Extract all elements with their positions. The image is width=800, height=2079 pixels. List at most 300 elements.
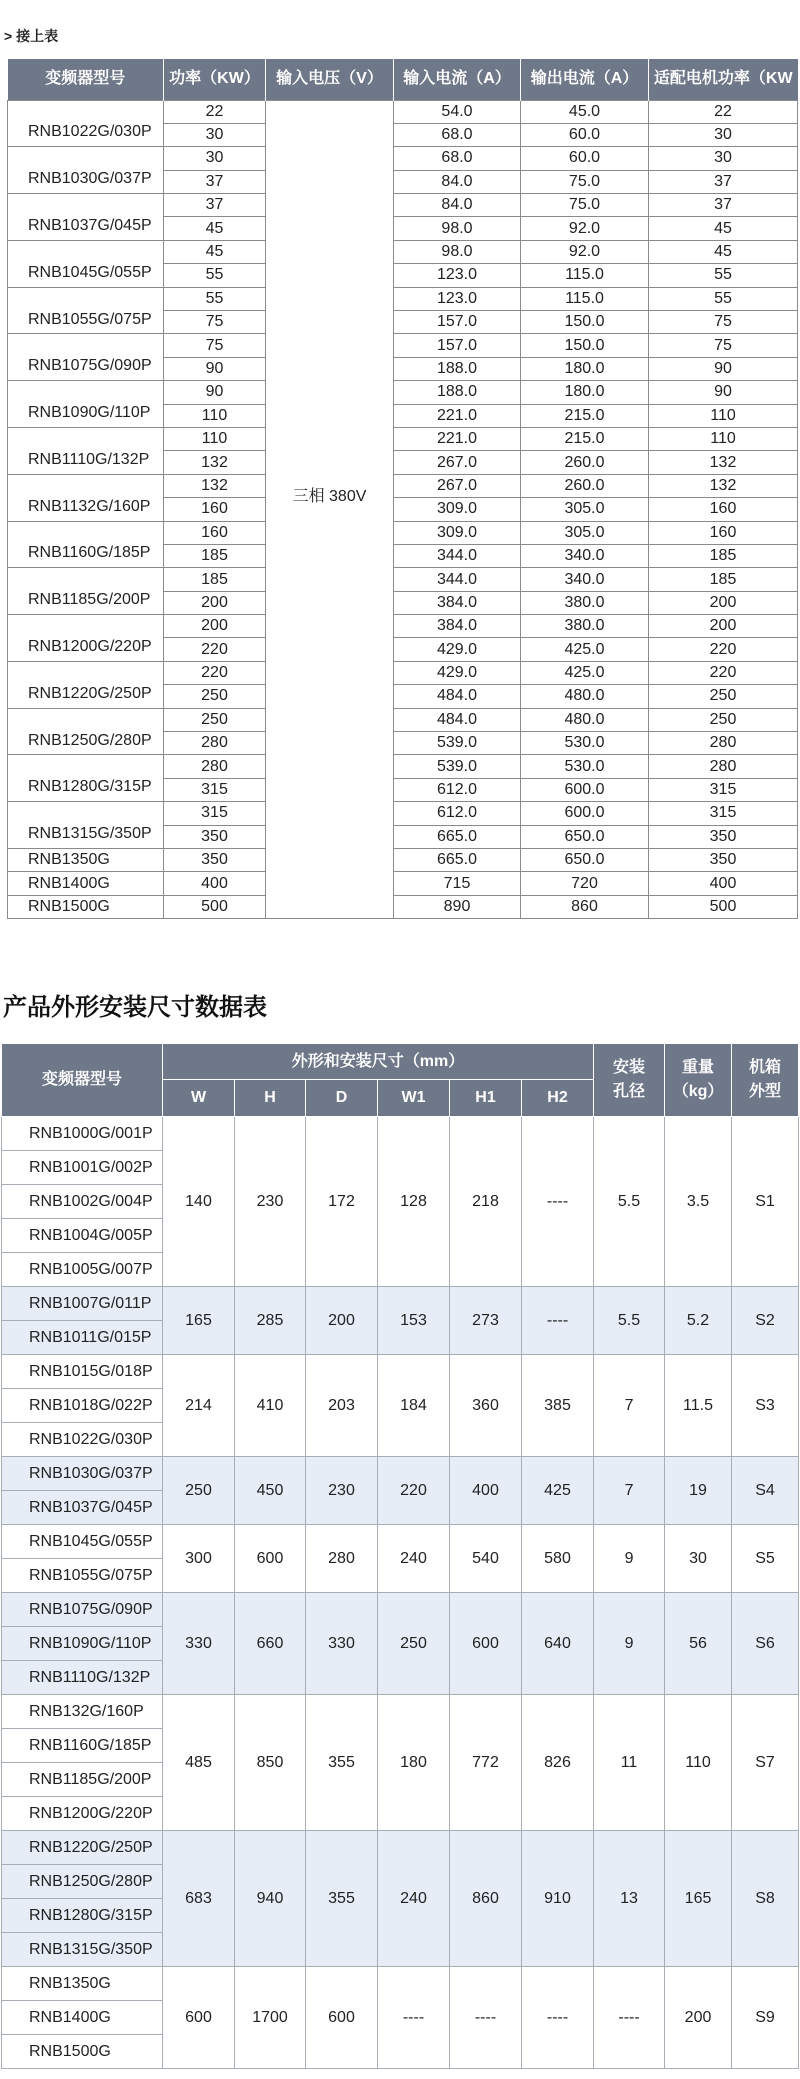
spec-model-cell: RNB1160G/185P (8, 521, 164, 568)
dim-d-cell: 600 (306, 1967, 378, 2069)
dim-weight-cell: 19 (665, 1457, 732, 1525)
spec-input-current-cell: 123.0 (394, 287, 521, 310)
spec-model-cell: RNB1132G/160P (8, 474, 164, 521)
spec-table (7, 59, 798, 919)
spec-model-cell: RNB1090G/110P (8, 381, 164, 428)
spec-input-current-cell: 309.0 (394, 498, 521, 521)
spec-input-current-cell: 429.0 (394, 638, 521, 661)
dim-h1-cell: 772 (450, 1695, 522, 1831)
dim-row (2, 1457, 799, 1491)
dim-hole-cell: 9 (594, 1593, 665, 1695)
spec-motor-power-cell: 200 (649, 591, 798, 614)
spec-input-current-cell: 188.0 (394, 381, 521, 404)
spec-power-cell: 350 (164, 825, 266, 848)
dim-h1-cell: 273 (450, 1287, 522, 1355)
dim-header-hole-line-1: 安装 (613, 1059, 646, 1076)
spec-motor-power-cell: 200 (649, 615, 798, 638)
spec-output-current-cell: 45.0 (521, 100, 649, 123)
dim-model-cell: RNB1200G/220P (2, 1797, 163, 1831)
dim-h2-cell: 385 (522, 1355, 594, 1457)
spec-motor-power-cell: 280 (649, 732, 798, 755)
dim-model-cell: RNB1037G/045P (2, 1491, 163, 1525)
dim-h1-cell: 600 (450, 1593, 522, 1695)
spec-header-input-current: 输入电流（A） (394, 59, 521, 100)
spec-header-row (8, 59, 798, 100)
dim-header-h: H (235, 1080, 306, 1117)
spec-row (8, 615, 798, 638)
dim-model-cell: RNB1007G/011P (2, 1287, 163, 1321)
dim-header-case-type (732, 1044, 799, 1117)
dim-model-cell: RNB1015G/018P (2, 1355, 163, 1389)
dim-w-cell: 300 (163, 1525, 235, 1593)
dim-h2-cell: ---- (522, 1967, 594, 2069)
dim-h2-cell: 425 (522, 1457, 594, 1525)
spec-model-cell: RNB1030G/037P (8, 147, 164, 194)
dim-model-cell: RNB1002G/004P (2, 1185, 163, 1219)
dim-header-hole-line-2: 孔径 (613, 1083, 646, 1100)
dim-row (2, 1117, 799, 1151)
dim-hole-cell: 5.5 (594, 1287, 665, 1355)
spec-row (8, 708, 798, 731)
spec-row (8, 872, 798, 895)
spec-row (8, 100, 798, 123)
dim-case-cell: S8 (732, 1831, 799, 1967)
spec-input-current-cell: 68.0 (394, 147, 521, 170)
spec-motor-power-cell: 280 (649, 755, 798, 778)
spec-input-current-cell: 890 (394, 895, 521, 918)
dim-model-cell: RNB1090G/110P (2, 1627, 163, 1661)
spec-output-current-cell: 115.0 (521, 264, 649, 287)
dim-model-cell: RNB1110G/132P (2, 1661, 163, 1695)
spec-row (8, 427, 798, 450)
spec-model-cell: RNB1045G/055P (8, 240, 164, 287)
dim-header-weight-line-1: 重量 (682, 1059, 715, 1076)
spec-output-current-cell: 380.0 (521, 615, 649, 638)
dim-w-cell: 600 (163, 1967, 235, 2069)
dimension-header-row-1 (2, 1044, 799, 1080)
dim-w1-cell: 240 (378, 1525, 450, 1593)
dim-model-cell: RNB1075G/090P (2, 1593, 163, 1627)
spec-output-current-cell: 260.0 (521, 451, 649, 474)
spec-motor-power-cell: 90 (649, 357, 798, 380)
dim-header-model: 变频器型号 (2, 1044, 163, 1117)
dim-w1-cell: 240 (378, 1831, 450, 1967)
dimension-table (1, 1043, 799, 2069)
dim-header-weight (665, 1044, 732, 1117)
dim-h-cell: 230 (235, 1117, 306, 1287)
continued-from-previous-note: > 接上表 (4, 28, 59, 44)
dim-weight-cell: 110 (665, 1695, 732, 1831)
spec-model-cell: RNB1075G/090P (8, 334, 164, 381)
dim-h2-cell: 640 (522, 1593, 594, 1695)
dim-model-cell: RNB1185G/200P (2, 1763, 163, 1797)
dim-d-cell: 355 (306, 1695, 378, 1831)
spec-output-current-cell: 650.0 (521, 825, 649, 848)
spec-power-cell: 200 (164, 615, 266, 638)
spec-input-current-cell: 267.0 (394, 451, 521, 474)
dim-row (2, 1831, 799, 1865)
dim-weight-cell: 30 (665, 1525, 732, 1593)
dim-case-cell: S3 (732, 1355, 799, 1457)
dim-case-cell: S5 (732, 1525, 799, 1593)
spec-header-motor-power: 适配电机功率（KW (649, 59, 798, 100)
dim-h-cell: 285 (235, 1287, 306, 1355)
spec-motor-power-cell: 250 (649, 708, 798, 731)
spec-input-current-cell: 665.0 (394, 825, 521, 848)
spec-input-current-cell: 54.0 (394, 100, 521, 123)
spec-input-current-cell: 123.0 (394, 264, 521, 287)
spec-model-cell: RNB1500G (8, 895, 164, 918)
spec-input-current-cell: 384.0 (394, 615, 521, 638)
spec-model-cell: RNB1315G/350P (8, 802, 164, 849)
spec-model-cell: RNB1037G/045P (8, 194, 164, 241)
spec-motor-power-cell: 45 (649, 217, 798, 240)
spec-power-cell: 75 (164, 311, 266, 334)
spec-output-current-cell: 480.0 (521, 685, 649, 708)
dim-model-cell: RNB1004G/005P (2, 1219, 163, 1253)
dim-h2-cell: 910 (522, 1831, 594, 1967)
dim-model-cell: RNB1250G/280P (2, 1865, 163, 1899)
spec-row (8, 849, 798, 872)
dim-hole-cell: 7 (594, 1457, 665, 1525)
spec-output-current-cell: 215.0 (521, 404, 649, 427)
spec-row (8, 381, 798, 404)
spec-model-cell: RNB1220G/250P (8, 661, 164, 708)
spec-motor-power-cell: 350 (649, 825, 798, 848)
spec-power-cell: 220 (164, 638, 266, 661)
dimension-table-title: 产品外形安装尺寸数据表 (3, 994, 267, 1021)
spec-motor-power-cell: 350 (649, 849, 798, 872)
dimension-table-header (2, 1044, 799, 1117)
spec-power-cell: 160 (164, 521, 266, 544)
dim-hole-cell: 13 (594, 1831, 665, 1967)
dim-h-cell: 850 (235, 1695, 306, 1831)
spec-motor-power-cell: 37 (649, 170, 798, 193)
spec-table-header (8, 59, 798, 100)
dim-header-case-line-1: 机箱 (749, 1059, 782, 1076)
spec-power-cell: 185 (164, 544, 266, 567)
spec-motor-power-cell: 30 (649, 123, 798, 146)
spec-input-current-cell: 484.0 (394, 708, 521, 731)
spec-row (8, 194, 798, 217)
spec-motor-power-cell: 45 (649, 240, 798, 263)
spec-motor-power-cell: 30 (649, 147, 798, 170)
spec-input-current-cell: 188.0 (394, 357, 521, 380)
spec-motor-power-cell: 315 (649, 778, 798, 801)
spec-motor-power-cell: 160 (649, 498, 798, 521)
spec-input-current-cell: 68.0 (394, 123, 521, 146)
spec-row (8, 240, 798, 263)
spec-motor-power-cell: 220 (649, 638, 798, 661)
spec-input-current-cell: 221.0 (394, 404, 521, 427)
dim-w-cell: 165 (163, 1287, 235, 1355)
spec-motor-power-cell: 55 (649, 287, 798, 310)
spec-power-cell: 160 (164, 498, 266, 521)
dim-header-w1: W1 (378, 1080, 450, 1117)
dim-header-d: D (306, 1080, 378, 1117)
dim-model-cell: RNB1220G/250P (2, 1831, 163, 1865)
dimension-table-body (2, 1117, 799, 2069)
dim-weight-cell: 56 (665, 1593, 732, 1695)
dim-row (2, 1593, 799, 1627)
spec-row (8, 661, 798, 684)
dim-header-h1: H1 (450, 1080, 522, 1117)
spec-input-current-cell: 344.0 (394, 568, 521, 591)
spec-row (8, 287, 798, 310)
spec-output-current-cell: 425.0 (521, 661, 649, 684)
dim-model-cell: RNB1045G/055P (2, 1525, 163, 1559)
spec-motor-power-cell: 220 (649, 661, 798, 684)
dim-model-cell: RNB1030G/037P (2, 1457, 163, 1491)
dim-d-cell: 280 (306, 1525, 378, 1593)
dim-h1-cell: 540 (450, 1525, 522, 1593)
spec-motor-power-cell: 37 (649, 194, 798, 217)
dim-h2-cell: ---- (522, 1287, 594, 1355)
spec-row (8, 568, 798, 591)
spec-output-current-cell: 380.0 (521, 591, 649, 614)
dim-w1-cell: ---- (378, 1967, 450, 2069)
dim-w1-cell: 180 (378, 1695, 450, 1831)
spec-input-current-cell: 157.0 (394, 334, 521, 357)
dim-model-cell: RNB132G/160P (2, 1695, 163, 1729)
dim-w1-cell: 220 (378, 1457, 450, 1525)
spec-input-current-cell: 715 (394, 872, 521, 895)
spec-input-current-cell: 84.0 (394, 194, 521, 217)
dim-model-cell: RNB1400G (2, 2001, 163, 2035)
dim-model-cell: RNB1011G/015P (2, 1321, 163, 1355)
dim-w1-cell: 128 (378, 1117, 450, 1287)
spec-motor-power-cell: 400 (649, 872, 798, 895)
spec-power-cell: 185 (164, 568, 266, 591)
dim-h1-cell: 360 (450, 1355, 522, 1457)
spec-output-current-cell: 650.0 (521, 849, 649, 872)
spec-motor-power-cell: 132 (649, 474, 798, 497)
dim-h1-cell: 860 (450, 1831, 522, 1967)
spec-row (8, 895, 798, 918)
dim-h2-cell: ---- (522, 1117, 594, 1287)
spec-power-cell: 55 (164, 264, 266, 287)
dim-hole-cell: 7 (594, 1355, 665, 1457)
dimension-table-container (1, 1043, 798, 2069)
dim-hole-cell: 9 (594, 1525, 665, 1593)
dim-model-cell: RNB1005G/007P (2, 1253, 163, 1287)
spec-motor-power-cell: 110 (649, 404, 798, 427)
spec-model-cell: RNB1185G/200P (8, 568, 164, 615)
spec-input-current-cell: 98.0 (394, 217, 521, 240)
spec-power-cell: 500 (164, 895, 266, 918)
dim-h2-cell: 826 (522, 1695, 594, 1831)
dim-d-cell: 230 (306, 1457, 378, 1525)
spec-input-current-cell: 484.0 (394, 685, 521, 708)
dim-model-cell: RNB1280G/315P (2, 1899, 163, 1933)
dim-hole-cell: ---- (594, 1967, 665, 2069)
spec-output-current-cell: 60.0 (521, 147, 649, 170)
spec-output-current-cell: 260.0 (521, 474, 649, 497)
spec-model-cell: RNB1022G/030P (8, 100, 164, 147)
spec-motor-power-cell: 185 (649, 544, 798, 567)
spec-motor-power-cell: 55 (649, 264, 798, 287)
spec-output-current-cell: 600.0 (521, 802, 649, 825)
spec-row (8, 755, 798, 778)
spec-input-current-cell: 84.0 (394, 170, 521, 193)
spec-output-current-cell: 340.0 (521, 544, 649, 567)
spec-input-current-cell: 539.0 (394, 755, 521, 778)
dim-header-mounting-hole (594, 1044, 665, 1117)
spec-table-container (7, 59, 797, 919)
spec-power-cell: 37 (164, 170, 266, 193)
spec-power-cell: 350 (164, 849, 266, 872)
spec-power-cell: 315 (164, 802, 266, 825)
spec-input-current-cell: 98.0 (394, 240, 521, 263)
spec-power-cell: 220 (164, 661, 266, 684)
spec-row (8, 521, 798, 544)
spec-model-cell: RNB1400G (8, 872, 164, 895)
spec-power-cell: 400 (164, 872, 266, 895)
spec-motor-power-cell: 160 (649, 521, 798, 544)
spec-power-cell: 45 (164, 217, 266, 240)
dim-h-cell: 450 (235, 1457, 306, 1525)
dim-w-cell: 683 (163, 1831, 235, 1967)
dim-h1-cell: 400 (450, 1457, 522, 1525)
dim-header-dimensions-group: 外形和安装尺寸（mm） (163, 1044, 594, 1080)
dim-h-cell: 1700 (235, 1967, 306, 2069)
dim-d-cell: 355 (306, 1831, 378, 1967)
spec-power-cell: 132 (164, 451, 266, 474)
spec-motor-power-cell: 90 (649, 381, 798, 404)
dim-w-cell: 214 (163, 1355, 235, 1457)
spec-power-cell: 90 (164, 357, 266, 380)
spec-output-current-cell: 425.0 (521, 638, 649, 661)
dim-w1-cell: 153 (378, 1287, 450, 1355)
spec-input-current-cell: 612.0 (394, 778, 521, 801)
spec-output-current-cell: 480.0 (521, 708, 649, 731)
dim-model-cell: RNB1500G (2, 2035, 163, 2069)
dim-case-cell: S1 (732, 1117, 799, 1287)
dim-case-cell: S2 (732, 1287, 799, 1355)
dim-d-cell: 200 (306, 1287, 378, 1355)
spec-power-cell: 22 (164, 100, 266, 123)
dim-model-cell: RNB1001G/002P (2, 1151, 163, 1185)
spec-output-current-cell: 150.0 (521, 334, 649, 357)
spec-power-cell: 280 (164, 755, 266, 778)
spec-model-cell: RNB1280G/315P (8, 755, 164, 802)
dim-h-cell: 940 (235, 1831, 306, 1967)
spec-input-current-cell: 157.0 (394, 311, 521, 334)
spec-motor-power-cell: 75 (649, 334, 798, 357)
spec-header-input-voltage: 输入电压（V） (266, 59, 394, 100)
dim-d-cell: 203 (306, 1355, 378, 1457)
dim-header-h2: H2 (522, 1080, 594, 1117)
spec-voltage-cell: 三相 380V (266, 100, 394, 919)
spec-power-cell: 30 (164, 147, 266, 170)
spec-header-model: 变频器型号 (8, 59, 164, 100)
dim-hole-cell: 11 (594, 1695, 665, 1831)
spec-power-cell: 90 (164, 381, 266, 404)
dim-model-cell: RNB1018G/022P (2, 1389, 163, 1423)
spec-output-current-cell: 215.0 (521, 427, 649, 450)
spec-output-current-cell: 180.0 (521, 357, 649, 380)
spec-output-current-cell: 75.0 (521, 194, 649, 217)
spec-power-cell: 132 (164, 474, 266, 497)
spec-output-current-cell: 92.0 (521, 217, 649, 240)
dim-case-cell: S9 (732, 1967, 799, 2069)
spec-output-current-cell: 115.0 (521, 287, 649, 310)
dim-row (2, 1967, 799, 2001)
spec-power-cell: 200 (164, 591, 266, 614)
dim-row (2, 1355, 799, 1389)
dim-case-cell: S4 (732, 1457, 799, 1525)
spec-input-current-cell: 344.0 (394, 544, 521, 567)
spec-power-cell: 315 (164, 778, 266, 801)
spec-input-current-cell: 267.0 (394, 474, 521, 497)
dim-w-cell: 330 (163, 1593, 235, 1695)
dim-header-case-line-2: 外型 (749, 1083, 782, 1100)
spec-motor-power-cell: 185 (649, 568, 798, 591)
spec-input-current-cell: 539.0 (394, 732, 521, 755)
dim-w1-cell: 250 (378, 1593, 450, 1695)
dim-model-cell: RNB1350G (2, 1967, 163, 2001)
dim-d-cell: 172 (306, 1117, 378, 1287)
dim-weight-cell: 5.2 (665, 1287, 732, 1355)
spec-power-cell: 250 (164, 708, 266, 731)
spec-power-cell: 110 (164, 427, 266, 450)
spec-output-current-cell: 305.0 (521, 521, 649, 544)
spec-output-current-cell: 530.0 (521, 755, 649, 778)
spec-header-power: 功率（KW） (164, 59, 266, 100)
dim-w-cell: 250 (163, 1457, 235, 1525)
spec-output-current-cell: 150.0 (521, 311, 649, 334)
spec-power-cell: 110 (164, 404, 266, 427)
dim-weight-cell: 200 (665, 1967, 732, 2069)
spec-output-current-cell: 340.0 (521, 568, 649, 591)
dim-weight-cell: 11.5 (665, 1355, 732, 1457)
dim-w1-cell: 184 (378, 1355, 450, 1457)
spec-output-current-cell: 600.0 (521, 778, 649, 801)
spec-model-cell: RNB1350G (8, 849, 164, 872)
spec-motor-power-cell: 75 (649, 311, 798, 334)
dim-weight-cell: 3.5 (665, 1117, 732, 1287)
dim-w-cell: 140 (163, 1117, 235, 1287)
dim-model-cell: RNB1315G/350P (2, 1933, 163, 1967)
spec-motor-power-cell: 500 (649, 895, 798, 918)
spec-input-current-cell: 612.0 (394, 802, 521, 825)
spec-model-cell: RNB1250G/280P (8, 708, 164, 755)
spec-input-current-cell: 665.0 (394, 849, 521, 872)
dim-h-cell: 410 (235, 1355, 306, 1457)
dim-hole-cell: 5.5 (594, 1117, 665, 1287)
spec-model-cell: RNB1110G/132P (8, 427, 164, 474)
spec-input-current-cell: 429.0 (394, 661, 521, 684)
dim-model-cell: RNB1000G/001P (2, 1117, 163, 1151)
spec-motor-power-cell: 22 (649, 100, 798, 123)
spec-output-current-cell: 75.0 (521, 170, 649, 193)
spec-power-cell: 280 (164, 732, 266, 755)
dim-case-cell: S6 (732, 1593, 799, 1695)
dim-h2-cell: 580 (522, 1525, 594, 1593)
spec-output-current-cell: 60.0 (521, 123, 649, 146)
spec-row (8, 334, 798, 357)
spec-output-current-cell: 720 (521, 872, 649, 895)
spec-header-output-current: 输出电流（A） (521, 59, 649, 100)
spec-motor-power-cell: 250 (649, 685, 798, 708)
dim-h-cell: 600 (235, 1525, 306, 1593)
dim-case-cell: S7 (732, 1695, 799, 1831)
dim-model-cell: RNB1022G/030P (2, 1423, 163, 1457)
dim-model-cell: RNB1055G/075P (2, 1559, 163, 1593)
dim-row (2, 1287, 799, 1321)
spec-motor-power-cell: 132 (649, 451, 798, 474)
spec-output-current-cell: 860 (521, 895, 649, 918)
